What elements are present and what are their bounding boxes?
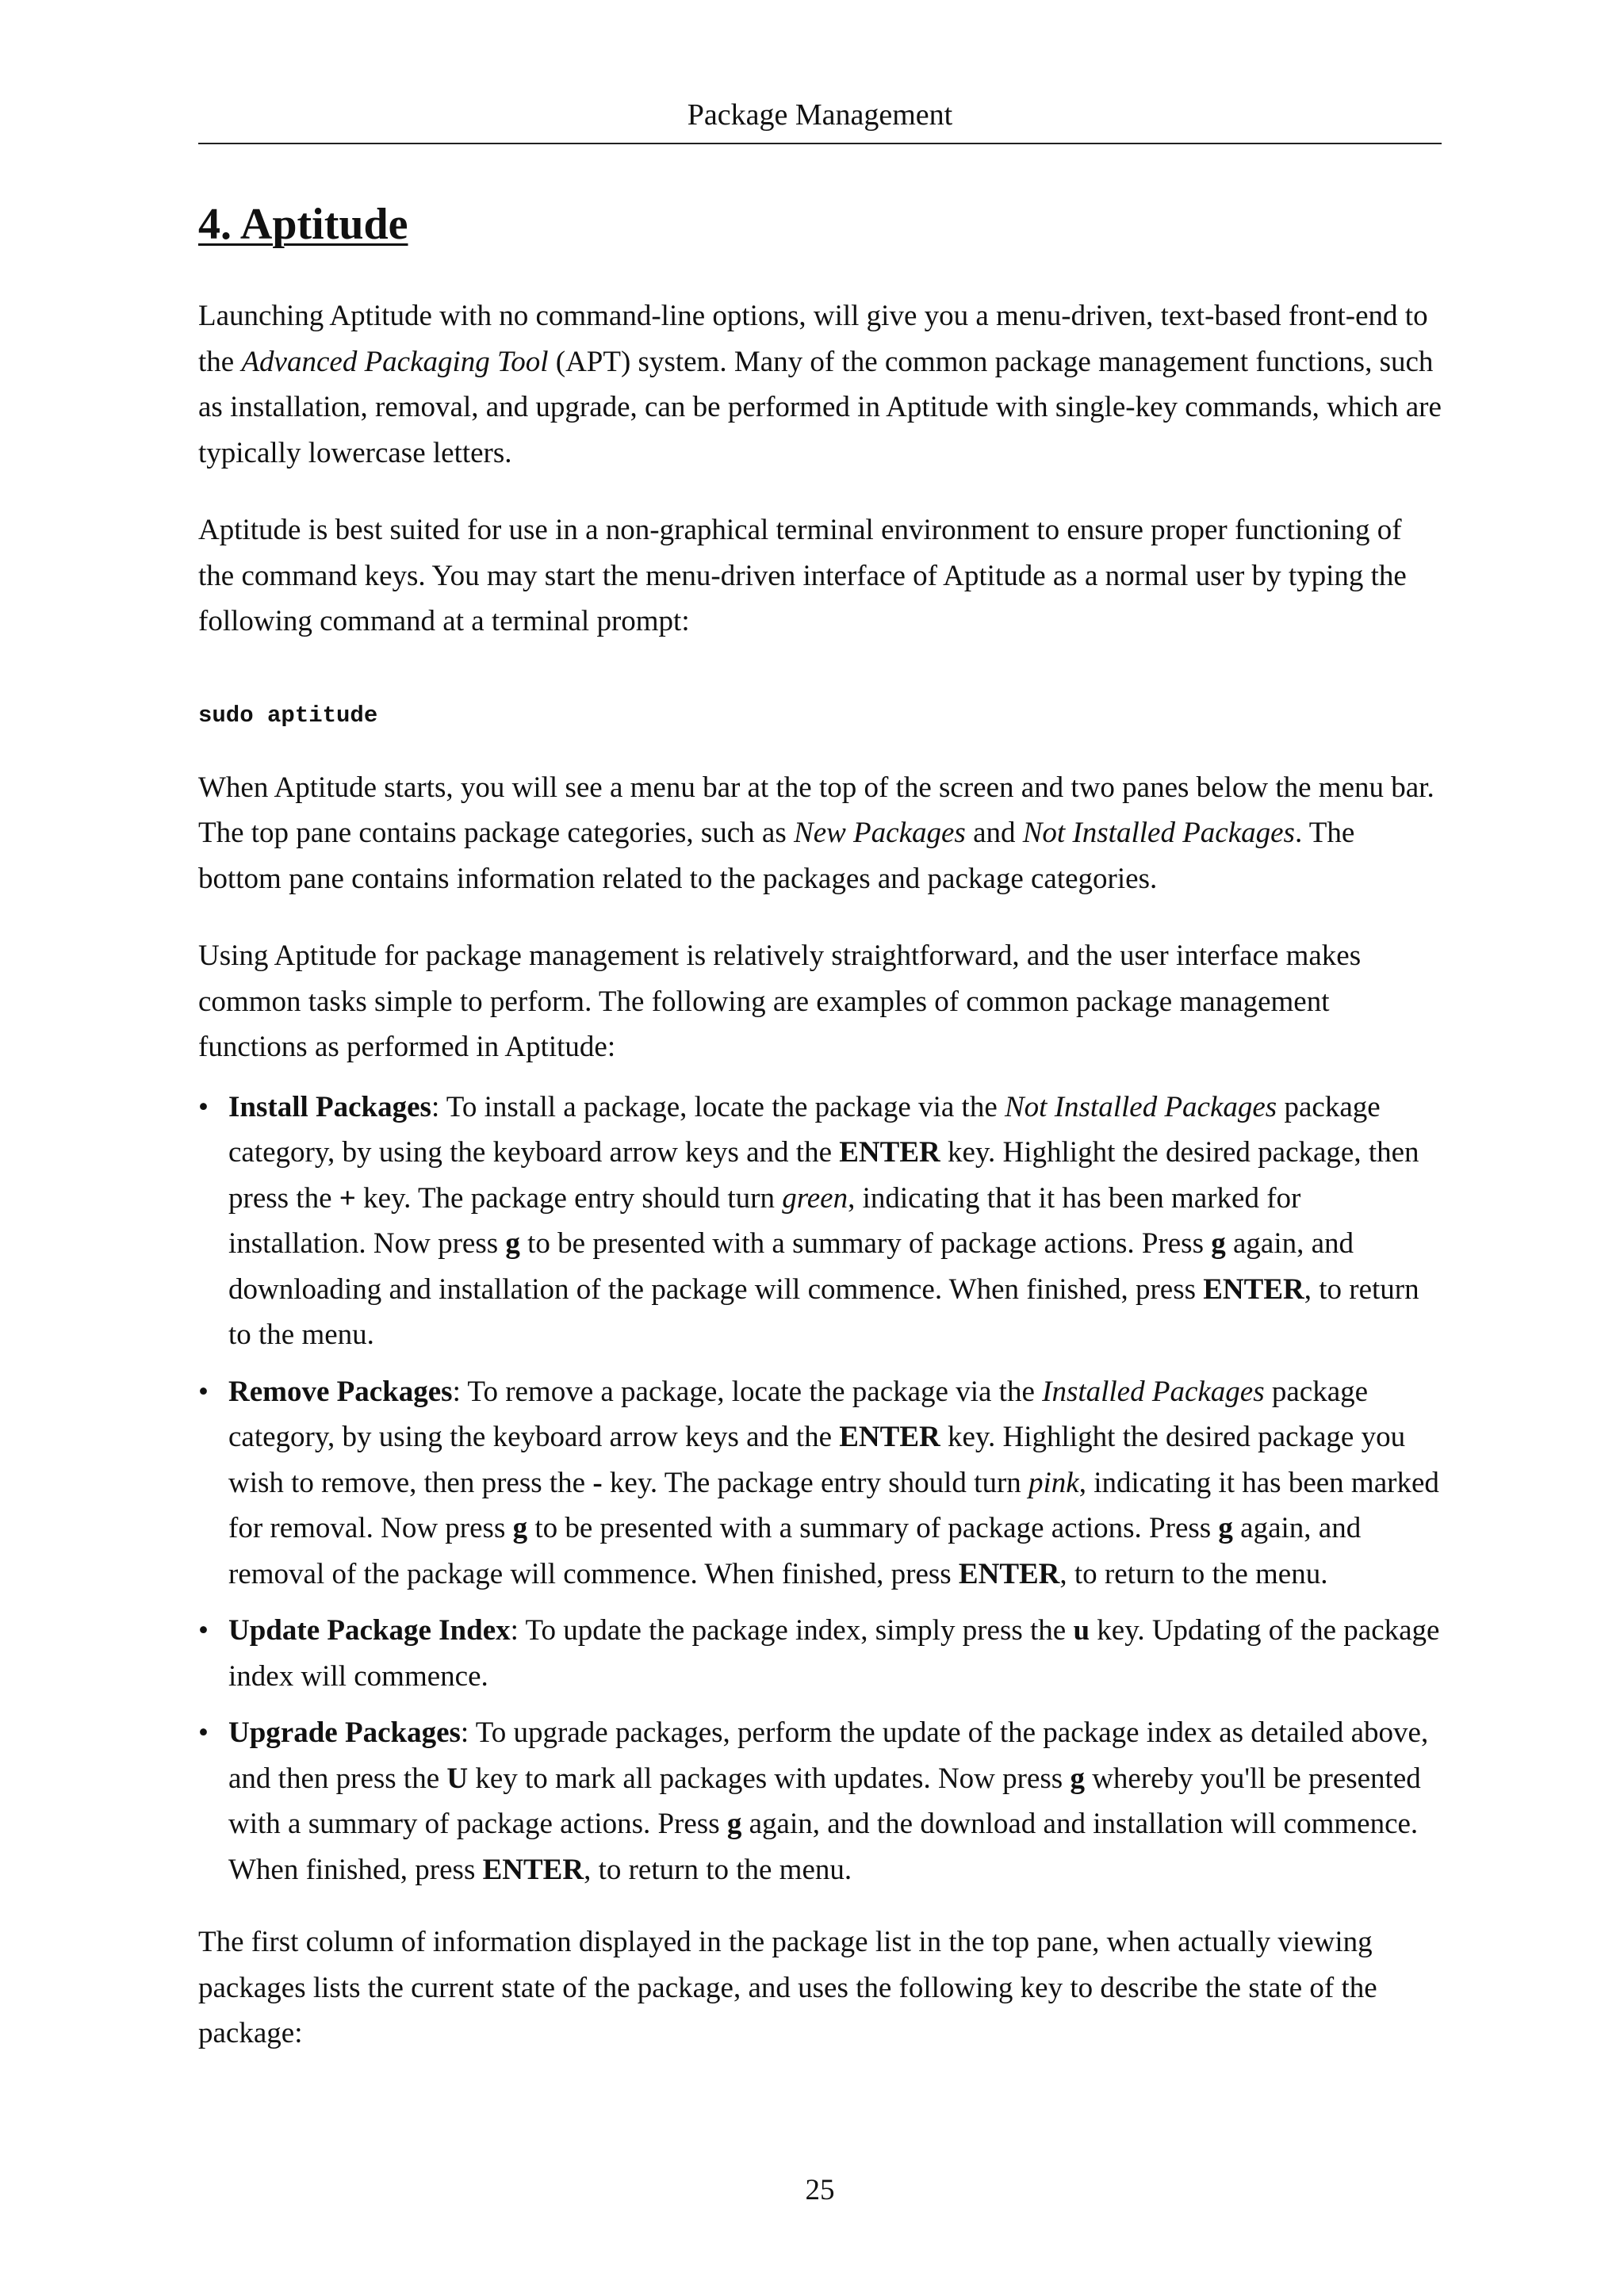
running-header: Package Management	[687, 98, 953, 132]
text-run: key. Updating of the package index will commence.	[228, 1614, 1440, 1693]
italic-term: Not Installed Packages	[1022, 817, 1295, 849]
key-name: g	[1070, 1762, 1085, 1795]
key-name: U	[446, 1762, 469, 1795]
text-run: : To update the package index, simply press the	[510, 1614, 1074, 1647]
key-name: ENTER	[1203, 1272, 1304, 1306]
italic-term: pink	[1028, 1466, 1079, 1499]
italic-term: Installed Packages	[1042, 1375, 1265, 1408]
key-name: g	[505, 1227, 520, 1260]
text-run: package category, by using the keyboard arrow keys and the	[228, 1090, 1381, 1169]
text-run: again, and removal of the package will commence. When finished, press	[228, 1512, 1362, 1590]
text-run: and	[965, 817, 1023, 849]
item-title: Install Packages	[228, 1090, 431, 1123]
key-name: g	[512, 1512, 528, 1544]
list-item-remove	[198, 1369, 1442, 1598]
text-run: , to return to the menu.	[1059, 1557, 1328, 1590]
text-run: Launching Aptitude with no command-line options, will give you a menu-driven, text-based front-end to the	[198, 300, 1428, 378]
item-title: Remove Packages	[228, 1375, 453, 1408]
text-run: : To remove a package, locate the package via the	[452, 1375, 1043, 1408]
text-run: , to return to the menu.	[228, 1272, 1419, 1351]
list-item-update	[198, 1608, 1442, 1699]
text-run: key. Highlight the desired package you wish to remove, then press the	[228, 1421, 1406, 1499]
body-text	[198, 293, 1442, 2088]
text-run: package category, by using the keyboard arrow keys and the	[228, 1375, 1369, 1453]
text-run: When Aptitude starts, you will see a menu bar at the top of the screen and two panes below the menu bar. The top pane contains package categories, such as	[198, 771, 1434, 849]
bullet-marker: •	[198, 1614, 209, 1647]
text-run: key. The package entry should turn	[355, 1181, 783, 1215]
text-run: to be presented with a summary of package actions. Press	[527, 1512, 1219, 1544]
key-name: g	[726, 1808, 742, 1840]
text-run: key. The package entry should turn	[602, 1466, 1029, 1499]
key-name: ENTER	[482, 1853, 584, 1886]
item-title: Upgrade Packages	[228, 1716, 461, 1749]
page-number: 25	[805, 2174, 835, 2206]
examples-list	[198, 1085, 1442, 1893]
section-title: 4. Aptitude	[198, 200, 408, 249]
bullet-marker: •	[198, 1716, 209, 1749]
interface-paragraph	[198, 765, 1442, 902]
key-name: -	[592, 1466, 603, 1499]
text-run: to be presented with a summary of package actions. Press	[519, 1227, 1212, 1260]
italic-term: Advanced Packaging Tool	[241, 345, 549, 378]
key-name: ENTER	[839, 1421, 940, 1453]
text-run: (APT) system. Many of the common package management functions, such as installation, removal, and upgrade, can be performed in Aptitude with single-key commands, which are typically lowercase letters.	[198, 345, 1442, 469]
italic-term: Not Installed Packages	[1005, 1090, 1277, 1123]
header-divider	[198, 143, 1442, 144]
item-title: Update Package Index	[228, 1614, 511, 1647]
text-run: , indicating it has been marked for removal. Now press	[228, 1466, 1439, 1544]
italic-term: New Packages	[794, 817, 966, 849]
text-run: again, and the download and installation will commence. When finished, press	[228, 1808, 1419, 1886]
italic-term: green	[782, 1181, 848, 1215]
usage-paragraph: Aptitude is best suited for use in a non-graphical terminal environment to ensure proper functioning of the command keys. You may start the menu-driven interface of Aptitude as a normal user by typing the following command at a terminal prompt:	[198, 514, 1407, 637]
bullet-marker: •	[198, 1090, 209, 1123]
intro-paragraph	[198, 293, 1442, 476]
text-run: key to mark all packages with updates. Now press	[468, 1762, 1071, 1795]
text-run: , indicating that it has been marked for installation. Now press	[228, 1181, 1301, 1260]
examples-intro-paragraph: Using Aptitude for package management is relatively straightforward, and the user interface makes common tasks simple to perform. The following are examples of common package management functions as performed in Aptitude:	[198, 939, 1362, 1063]
text-run: whereby you'll be presented with a summary of package actions. Press	[228, 1762, 1421, 1840]
list-item-install	[198, 1085, 1442, 1358]
text-run: . The bottom pane contains information related to the packages and package categories.	[198, 817, 1355, 895]
text-run: key. Highlight the desired package, then press the	[228, 1136, 1419, 1215]
list-item-upgrade	[198, 1710, 1442, 1892]
key-name: g	[1218, 1512, 1233, 1544]
command-code-block: sudo aptitude	[198, 702, 378, 729]
key-name: +	[339, 1181, 356, 1215]
key-name: u	[1073, 1614, 1090, 1647]
text-run: again, and downloading and installation of the package will commence. When finished, press	[228, 1227, 1354, 1306]
bullet-marker: •	[198, 1375, 209, 1408]
text-run: , to return to the menu.	[584, 1853, 852, 1886]
state-key-paragraph: The first column of information displayed in the package list in the top pane, when actually viewing packages lists the current state of the package, and uses the following key to describe the state of the package:	[198, 1926, 1377, 2049]
text-run: : To install a package, locate the package via the	[431, 1090, 1005, 1123]
key-name: g	[1211, 1227, 1226, 1260]
key-name: ENTER	[839, 1136, 940, 1169]
key-name: ENTER	[958, 1557, 1060, 1590]
text-run: : To upgrade packages, perform the update of the package index as detailed above, and then press the	[228, 1716, 1429, 1795]
